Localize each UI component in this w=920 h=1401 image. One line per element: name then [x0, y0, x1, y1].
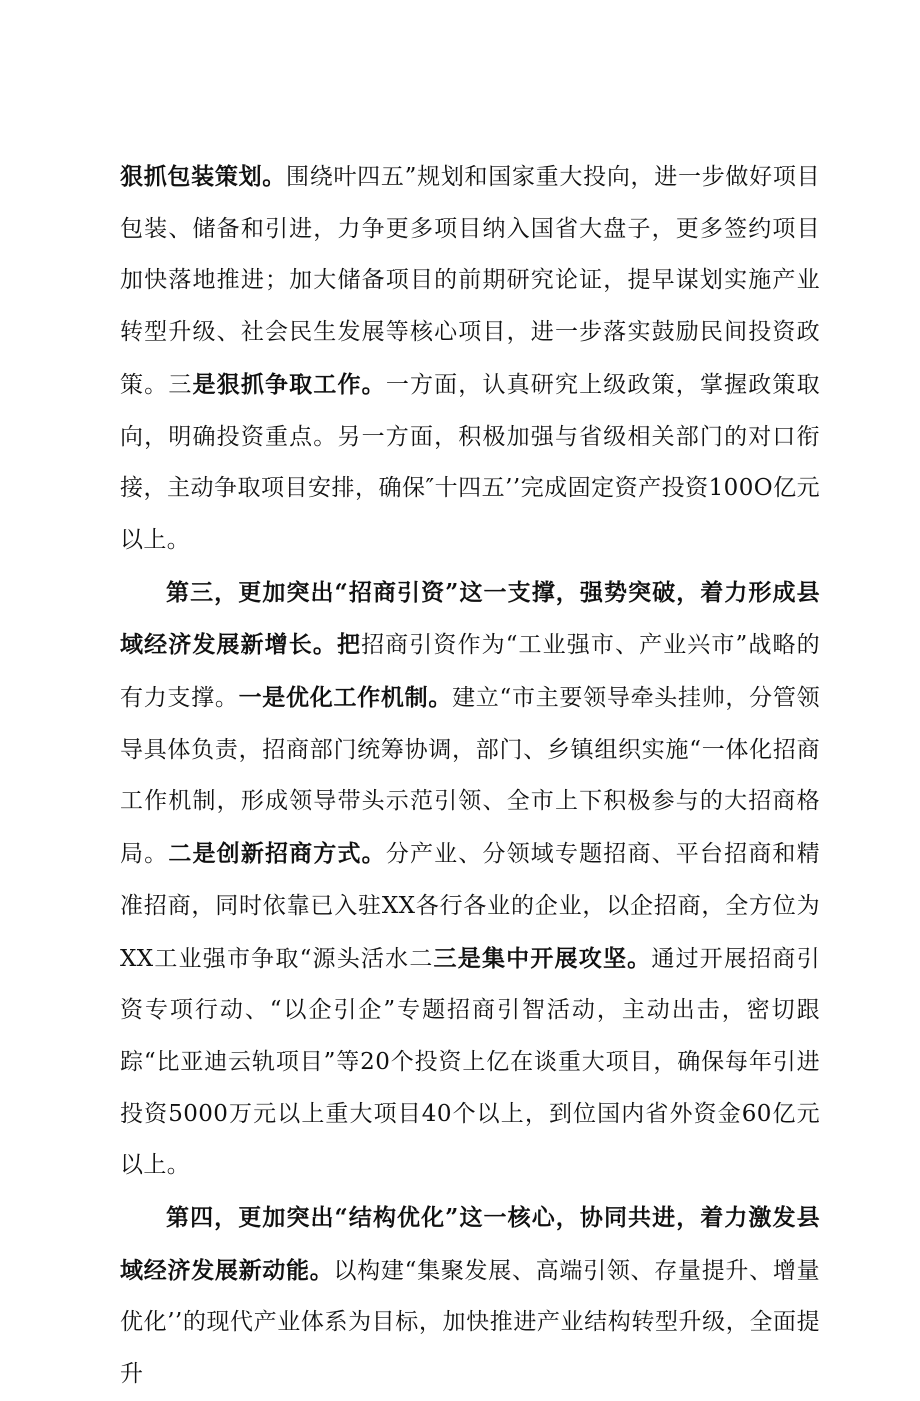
paragraph-investment-packaging — [120, 151, 820, 567]
bold-heading: 三是集中开展攻坚。 — [433, 944, 652, 972]
bold-heading: 狠抓包装策划。 — [120, 163, 287, 190]
body-text: 分产业、分领域专题招商、平台招商和精准招商，同时依靠已入驻XX各行各业的企业，以企招商，全方位为XX工业强市争取“源头活水二 — [120, 841, 820, 972]
body-text: 以构建“集聚发展、高端引领、存量提升、增量优化’’的现代产业体系为目标，加快推进产业结构转型升级，全面提升 — [120, 1257, 820, 1388]
body-text: 招商引资作为“工业强市、产业兴市”战略的有力支撑。 — [120, 632, 820, 712]
body-text: 围绕叶四五”规划和国家重大投向，进一步做好项目包装、储备和引进，力争更多项目纳入国省大盘子，更多签约项目加快落地推进；加大储备项目的前期研究论证，提早谋划实施产业转型升级、社会民生发展等核心项目，进一步落实鼓励民间投资政策。三 — [120, 164, 820, 398]
paragraph-structure-optimization — [120, 1192, 820, 1401]
body-text: 建立“市主要领导牵头挂帅，分管领导具体负责，招商部门统筹协调，部门、乡镇组织实施“一体化招商工作机制，形成领导带头示范引领、全市上下积极参与的大招商格局。 — [120, 685, 820, 868]
section-heading: 第四，更加突出“结构优化”这一核心，协同共进，着力激发县域经济发展新动能。 — [120, 1204, 820, 1284]
body-text: 通过开展招商引资专项行动、“以企引企”专题招商引智活动，主动出击，密切跟踪“比亚迪云轨项目”等20个投资上亿在谈重大项目，确保每年引进投资5000万元以上重大项目40个以上，到位国内省外资金60亿元以上。 — [120, 945, 820, 1179]
paragraph-investment-attraction — [120, 567, 820, 1192]
section-heading: 第三，更加突出“招商引资”这一支撑，强势突破，着力形成县域经济发展新增长。把 — [120, 578, 820, 659]
body-text: 一方面，认真研究上级政策，掌握政策取向，明确投资重点。另一方面，积极加强与省级相关部门的对口衔接，主动争取项目安排，确保″十四五’’完成固定资产投资100O亿元以上。 — [120, 371, 820, 553]
bold-heading: 是狠抓争取工作。 — [192, 370, 386, 398]
bold-heading: 二是创新招商方式。 — [168, 840, 386, 868]
document-body — [120, 151, 820, 1401]
bold-heading: 一是优化工作机制。 — [238, 684, 453, 712]
